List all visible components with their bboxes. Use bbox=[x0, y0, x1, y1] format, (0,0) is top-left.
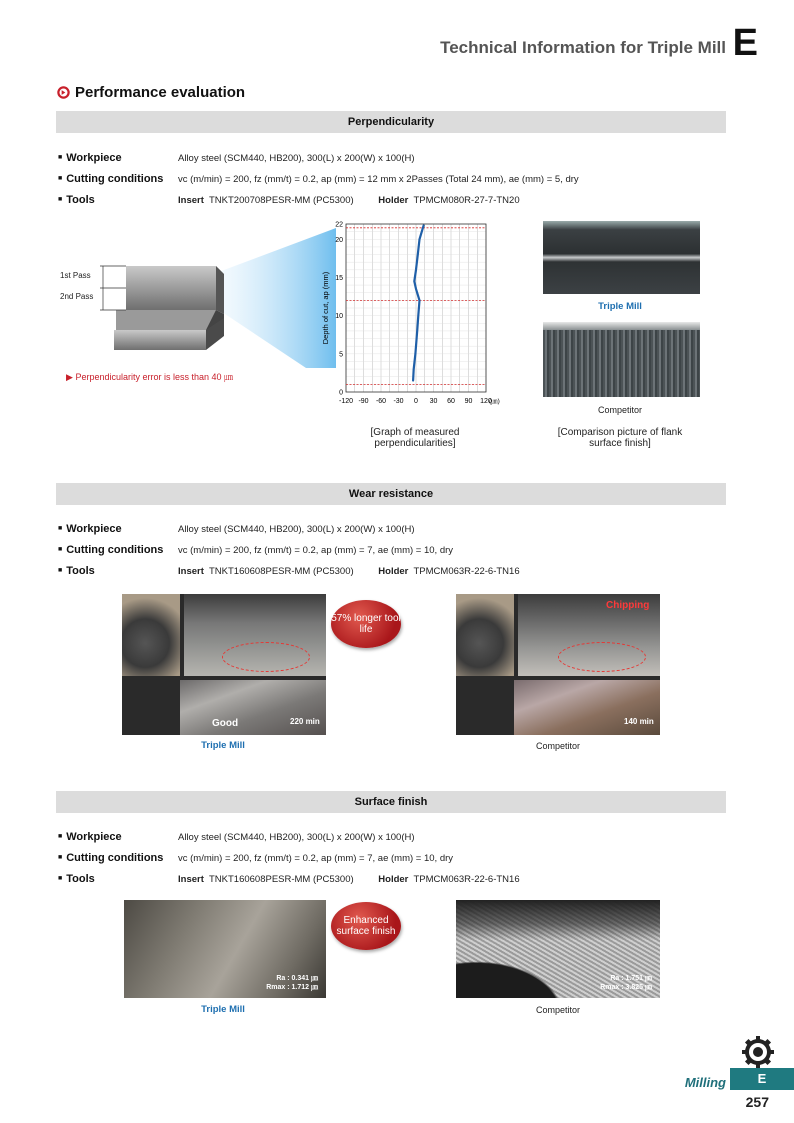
holder-label: Holder bbox=[378, 874, 409, 885]
competitor-photo-label: Competitor bbox=[597, 405, 642, 415]
workpiece-diagram bbox=[56, 218, 336, 368]
conditions-value: vc (m/min) = 200, fz (mm/t) = 0.2, ap (mm) = 7, ae (mm) = 10, dry bbox=[178, 545, 454, 556]
conditions-label: ■ Cutting conditions bbox=[58, 544, 163, 556]
section-title: Performance evaluation bbox=[75, 84, 246, 101]
workpiece-value: Alloy steel (SCM440, HB200), 300(L) x 200(W) x 100(H) bbox=[178, 524, 415, 535]
y-tick-label: 22 bbox=[335, 221, 343, 229]
surface-band: Surface finish bbox=[56, 791, 726, 813]
holder-label: Holder bbox=[378, 566, 409, 577]
y-tick-label: 15 bbox=[335, 274, 343, 282]
series-line bbox=[413, 226, 424, 381]
y-tick-label: 5 bbox=[339, 351, 343, 359]
insert-label: Insert bbox=[178, 195, 204, 206]
insert-label: Insert bbox=[178, 566, 204, 577]
pass2-label: 2nd Pass bbox=[60, 292, 94, 301]
holder-value: TPMCM063R-22-6-TN16 bbox=[413, 566, 520, 577]
x-tick-label: 90 bbox=[464, 398, 473, 405]
enhanced-finish-badge: Enhanced surface finish bbox=[331, 902, 401, 950]
x-tick-label: -120 bbox=[338, 398, 354, 405]
perpendicularity-note bbox=[66, 370, 233, 383]
triple-mill-photo-label: Triple Mill bbox=[598, 301, 642, 312]
note-text: Perpendicularity error is less than 40 ㎛ bbox=[75, 372, 234, 382]
good-label: Good bbox=[212, 718, 239, 729]
rmax-right: Rmax : 3.825 ㎛ bbox=[600, 984, 652, 991]
x-tick-label: 60 bbox=[447, 398, 455, 405]
insert-value: TNKT160608PESR-MM (PC5300) bbox=[208, 566, 354, 577]
conditions-label: ■ Cutting conditions bbox=[58, 852, 163, 864]
workpiece-value: Alloy steel (SCM440, HB200), 300(L) x 200(W) x 100(H) bbox=[178, 153, 415, 164]
competitor-label: Competitor bbox=[535, 1005, 580, 1015]
insert-value: TNKT160608PESR-MM (PC5300) bbox=[208, 874, 354, 885]
workpiece-value: Alloy steel (SCM440, HB200), 300(L) x 200(W) x 100(H) bbox=[178, 832, 415, 843]
x-tick-label: -60 bbox=[375, 398, 387, 405]
pass1-label: 1st Pass bbox=[60, 271, 91, 280]
x-tick-label: 120 bbox=[480, 398, 492, 405]
workpiece-label: ■ Workpiece bbox=[58, 831, 122, 843]
competitor-surface-photo bbox=[456, 900, 660, 998]
time-220-label: 220 min bbox=[290, 717, 320, 726]
competitor-label: Competitor bbox=[535, 741, 580, 751]
tools-label: ■ Tools bbox=[58, 873, 95, 885]
milling-cutter-icon bbox=[742, 1036, 774, 1068]
ra-right: Ra : 1.751 ㎛ bbox=[610, 975, 652, 982]
tools-value bbox=[178, 195, 520, 206]
tools-value bbox=[178, 566, 520, 577]
graph-caption: [Graph of measured perpendicularities] bbox=[370, 427, 460, 449]
page-number: 257 bbox=[745, 1094, 769, 1110]
time-140-label: 140 min bbox=[624, 717, 654, 726]
tools-label: ■ Tools bbox=[58, 565, 95, 577]
tools-label: ■ Tools bbox=[58, 194, 95, 206]
y-axis-label: Depth of cut, ap (mm) bbox=[321, 271, 330, 345]
conditions-label: ■ Cutting conditions bbox=[58, 173, 163, 185]
y-tick-label: 20 bbox=[335, 236, 343, 244]
ra-left: Ra : 0.341 ㎛ bbox=[276, 975, 318, 982]
triple-mill-label: Triple Mill bbox=[201, 740, 245, 751]
conditions-value: vc (m/min) = 200, fz (mm/t) = 0.2, ap (mm) = 7, ae (mm) = 10, dry bbox=[178, 853, 454, 864]
workpiece-label: ■ Workpiece bbox=[58, 523, 122, 535]
triple-mill-flank-photo bbox=[543, 221, 700, 294]
longer-life-badge: 57% longer tool life bbox=[331, 600, 401, 648]
workpiece-label: ■ Workpiece bbox=[58, 152, 122, 164]
chapter-letter: E bbox=[732, 22, 758, 64]
competitor-flank-photo bbox=[543, 322, 700, 397]
conditions-value: vc (m/min) = 200, fz (mm/t) = 0.2, ap (mm) = 12 mm x 2Passes (Total 24 mm), ae (mm) = 5, dry bbox=[178, 174, 579, 185]
triple-mill-surface-photo bbox=[124, 900, 326, 998]
competitor-wear-photo bbox=[456, 594, 660, 735]
triangle-bullet-icon: ▶ bbox=[66, 372, 73, 382]
perpendicularity-band: Perpendicularity bbox=[56, 111, 726, 133]
competitor-photo-edge bbox=[543, 322, 700, 330]
y-tick-label: 0 bbox=[339, 389, 343, 397]
holder-label: Holder bbox=[378, 195, 409, 206]
x-tick-label: -90 bbox=[358, 398, 369, 405]
triple-mill-label: Triple Mill bbox=[201, 1004, 245, 1015]
holder-value: TPMCM080R-27-7-TN20 bbox=[413, 195, 520, 206]
y-tick-label: 10 bbox=[335, 313, 343, 321]
insert-label: Insert bbox=[178, 874, 204, 885]
wear-band: Wear resistance bbox=[56, 483, 726, 505]
footer-category: Milling bbox=[684, 1075, 726, 1090]
photo-caption: [Comparison picture of flank surface finish] bbox=[557, 427, 683, 449]
x-tick-label: -30 bbox=[393, 398, 404, 405]
section-arrow-icon bbox=[57, 86, 70, 99]
footer-chapter-tab: E bbox=[730, 1068, 794, 1090]
holder-value: TPMCM063R-22-6-TN16 bbox=[413, 874, 520, 885]
x-tick-label: 30 bbox=[429, 398, 438, 405]
x-tick-label: 0 bbox=[414, 398, 418, 405]
x-unit-label: (㎛) bbox=[489, 398, 500, 405]
perpendicularity-chart bbox=[316, 216, 516, 412]
tools-value bbox=[178, 874, 520, 885]
insert-value: TNKT200708PESR-MM (PC5300) bbox=[208, 195, 354, 206]
rmax-left: Rmax : 1.712 ㎛ bbox=[266, 984, 318, 991]
triple-mill-wear-photo bbox=[122, 594, 326, 735]
page-header-title: Technical Information for Triple Mill bbox=[440, 38, 726, 57]
chipping-label: Chipping bbox=[606, 600, 650, 611]
